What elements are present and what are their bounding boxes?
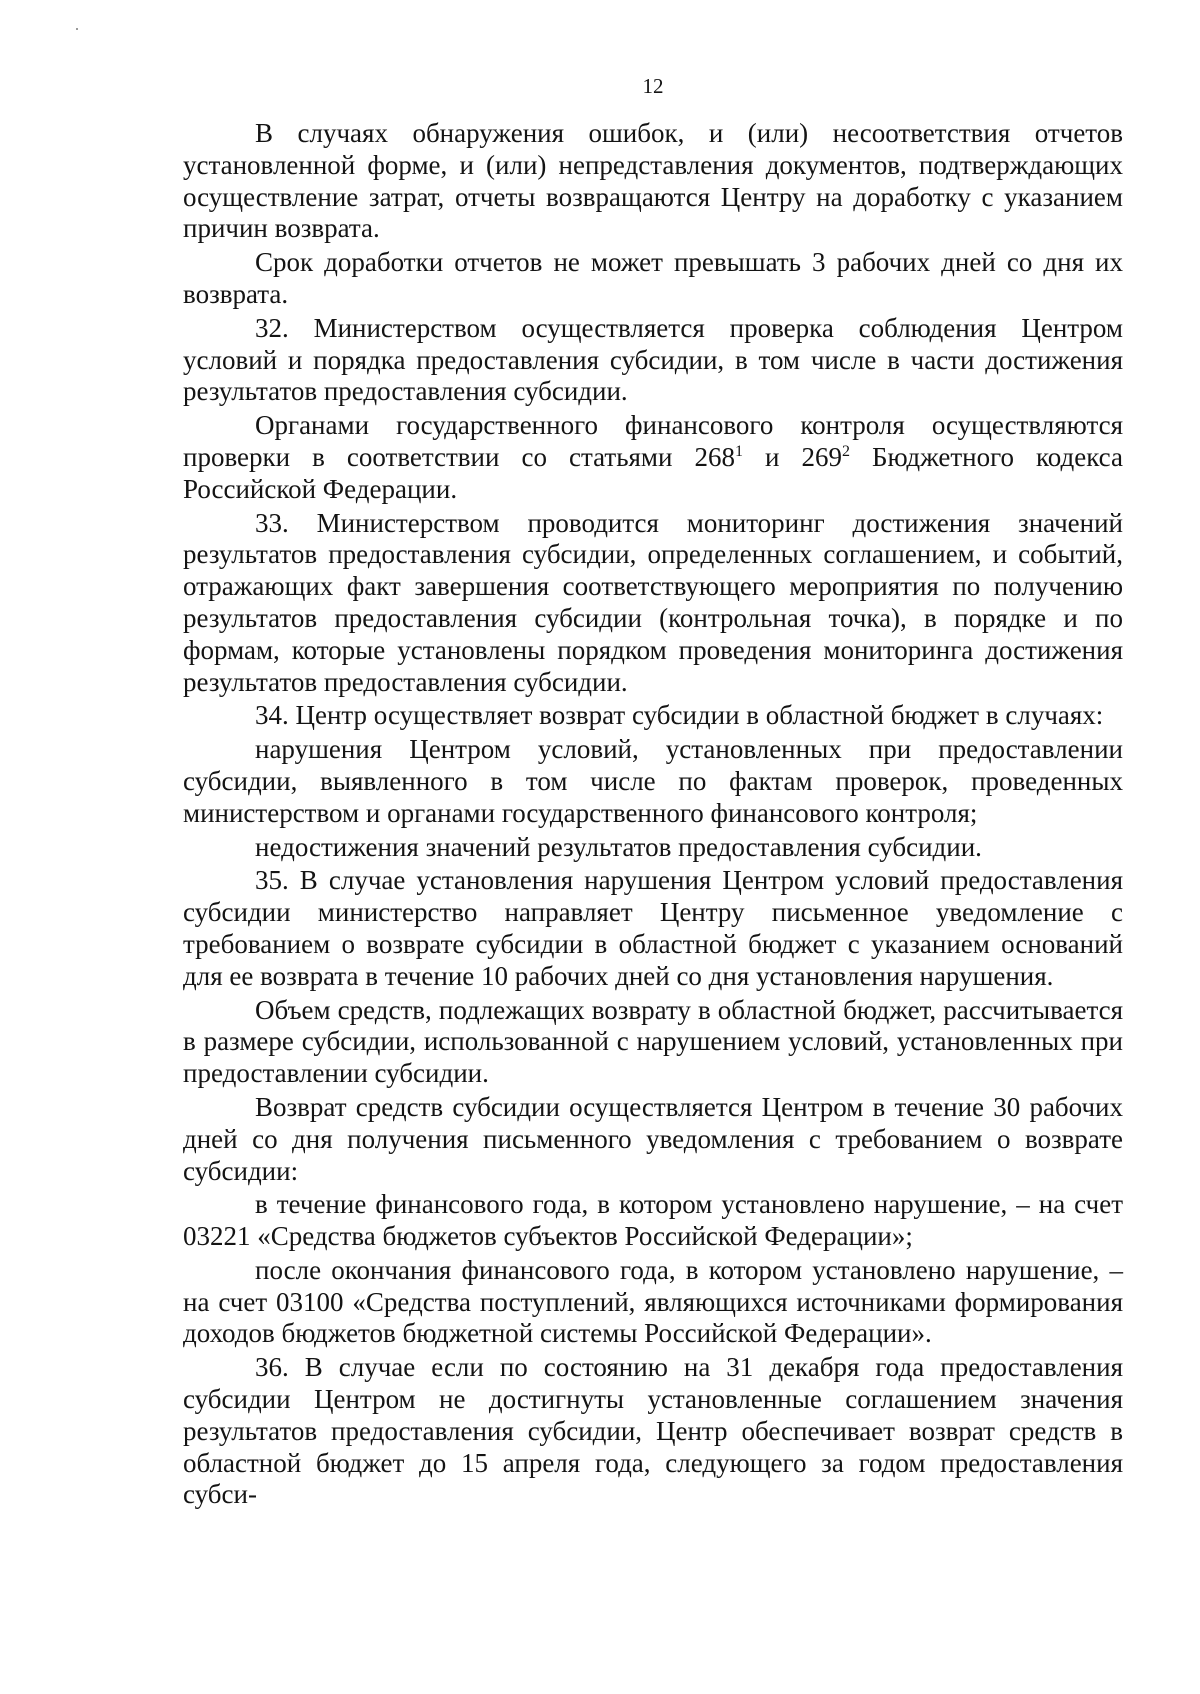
page-number: 12 (642, 74, 664, 98)
paragraph-account-03221: в течение финансового года, в котором установлено нарушение, – на счет 03221 «Средства бюджетов субъектов Российской Федерации»; (183, 1189, 1123, 1252)
scan-artifact (76, 28, 78, 30)
paragraph-financial-control (183, 410, 1123, 505)
paragraph-35-violation-notice: 35. В случае установления нарушения Центром условий предоставления субсидии министерство направляет Центру письменное уведомление с требованием о возврате субсидии в областной бюджет с указанием оснований для ее возврата в течение 10 рабочих дней со дня установления нарушения. (183, 865, 1123, 991)
paragraph-refund-amount: Объем средств, подлежащих возврату в областной бюджет, рассчитывается в размере субсидии, использованной с нарушением условий, установленных при предоставлении субсидии. (183, 994, 1123, 1089)
article-268-superscript: 1 (735, 442, 743, 460)
paragraph-refund-deadline: Возврат средств субсидии осуществляется Центром в течение 30 рабочих дней со дня получения письменного уведомления с требованием о возврате субсидии: (183, 1091, 1123, 1186)
paragraph-32-compliance-check: 32. Министерством осуществляется проверка соблюдения Центром условий и порядка предоставления субсидии, в том числе в части достижения результатов предоставления субсидии. (183, 312, 1123, 407)
paragraph-results-not-achieved: недостижения значений результатов предоставления субсидии. (255, 831, 982, 862)
paragraph-revision-term: Срок доработки отчетов не может превышать 3 рабочих дней со дня их возврата. (183, 247, 1123, 309)
paragraph-violation-of-conditions: нарушения Центром условий, установленных при предоставлении субсидии, выявленного в том числе по фактам проверок, проведенных министерством и органами государственного финансового контроля; (183, 734, 1123, 828)
paragraph-34-refund-cases: 34. Центр осуществляет возврат субсидии в областной бюджет в случаях: (255, 700, 1104, 731)
paragraph-36-results-refund: 36. В случае если по состоянию на 31 декабря года предоставления субсидии Центром не достигнуты установленные соглашением значения результатов предоставления субсидии, Центр обеспечивает возврат средств в областной бюджет до 15 апреля года, следующего за годом предоставления субси- (183, 1352, 1123, 1510)
financial-control-text-middle: и 269 (743, 441, 843, 472)
paragraph-report-errors: В случаях обнаружения ошибок, и (или) несоответствия отчетов установленной форме, и (или) непредставления документов, подтверждающих осуществление затрат, отчеты возвращаются Центру на доработку с указанием причин возврата. (183, 118, 1123, 244)
document-body (183, 118, 1123, 1511)
financial-control-text-start: Органами государственного финансового контроля осуществляются проверки в соответствии со статьями 268 (183, 410, 1123, 472)
financial-control-text-end: Бюджетного кодекса Российской Федерации. (183, 441, 1123, 504)
paragraph-33-monitoring: 33. Министерством проводится мониторинг достижения значений результатов предоставления субсидии, определенных соглашением, и событий, отражающих факт завершения соответствующего мероприятия по получению результатов предоставления субсидии (контрольная точка), в порядке и по формам, которые установлены порядком проведения мониторинга достижения результатов предоставления субсидии. (183, 507, 1123, 697)
paragraph-account-03100: после окончания финансового года, в котором установлено нарушение, – на счет 03100 «Средства поступлений, являющихся источниками формирования доходов бюджетов бюджетной системы Российской Федерации». (183, 1254, 1123, 1349)
article-269-superscript: 2 (842, 442, 851, 460)
